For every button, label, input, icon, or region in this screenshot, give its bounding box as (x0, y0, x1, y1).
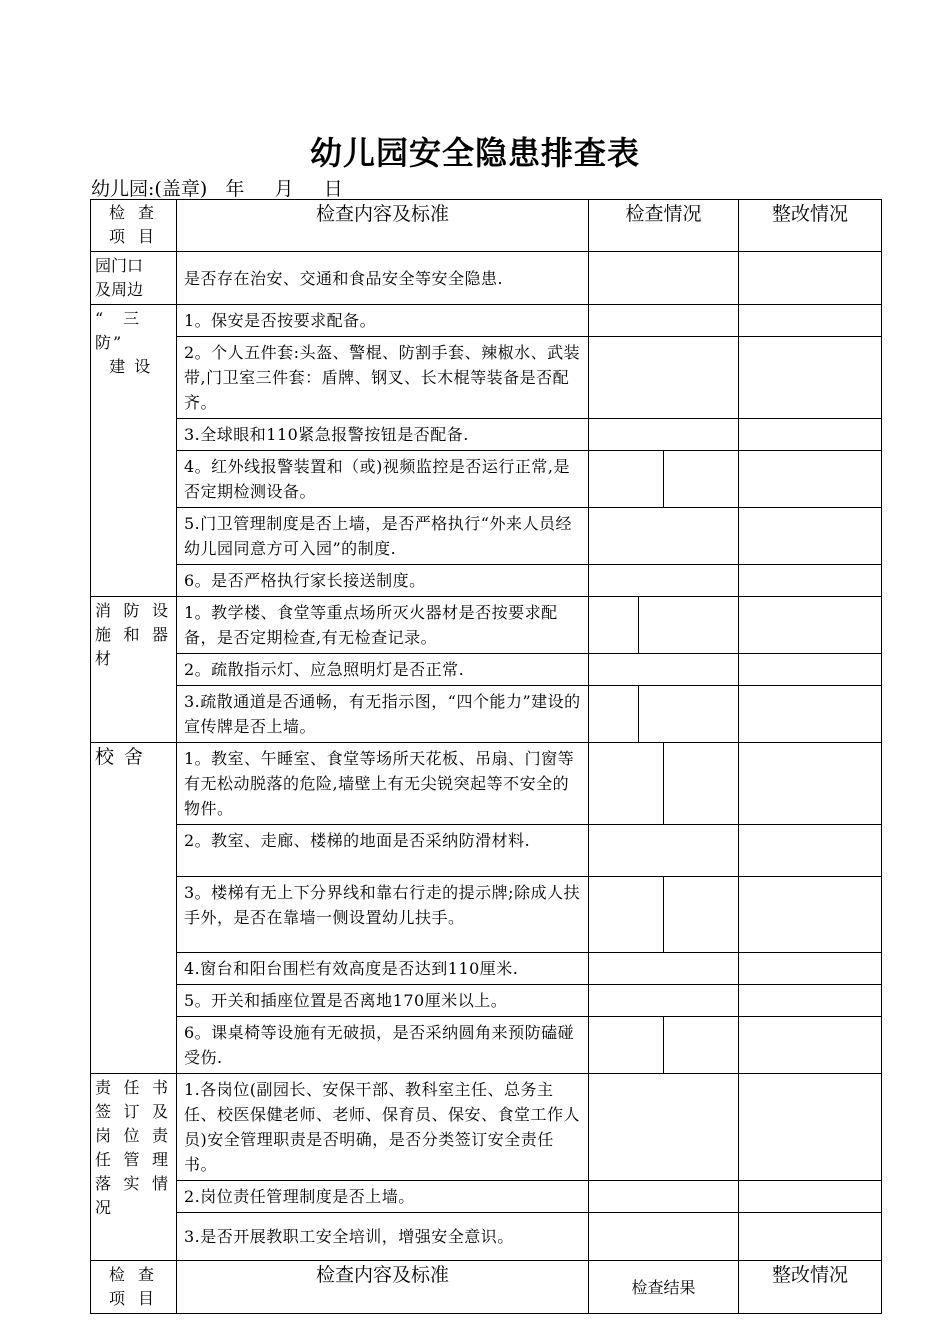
row-content: 4.窗台和阳台围栏有效高度是否达到110厘米. (177, 953, 589, 985)
fix-cell[interactable] (739, 1181, 882, 1213)
row-content: 5。开关和插座位置是否离地170厘米以上。 (177, 985, 589, 1017)
check-cell[interactable] (589, 743, 664, 825)
table-row (91, 1074, 882, 1181)
row-content: 2.岗位责任管理制度是否上墙。 (177, 1181, 589, 1213)
section-label: 园门口 及周边 (91, 252, 177, 305)
table-row (91, 337, 882, 419)
row-content: 2。教室、走廊、楼梯的地面是否采纳防滑材料. (177, 825, 589, 877)
row-content: 4。红外线报警装置和（或)视频监控是否运行正常,是否定期检测设备。 (177, 451, 589, 508)
row-content: 5.门卫管理制度是否上墙，是否严格执行“外来人员经幼儿园同意方可入园”的制度. (177, 508, 589, 565)
check-cell[interactable] (589, 565, 739, 597)
fix-cell[interactable] (739, 337, 882, 419)
check-cell[interactable] (664, 1017, 739, 1074)
fix-cell[interactable] (739, 508, 882, 565)
fix-cell[interactable] (739, 825, 882, 877)
fix-cell[interactable] (739, 1213, 882, 1261)
table-row (91, 654, 882, 686)
fix-cell[interactable] (739, 451, 882, 508)
check-cell[interactable] (589, 337, 739, 419)
inspection-table (90, 199, 882, 1314)
table-row (91, 1181, 882, 1213)
table-row (91, 597, 882, 654)
row-content: 3.全球眼和110紧急报警按钮是否配备. (177, 419, 589, 451)
row-content: 3.疏散通道是否通畅，有无指示图，“四个能力”建设的宣传牌是否上墙。 (177, 686, 589, 743)
row-content: 1.各岗位(副园长、安保干部、教科室主任、总务主任、校医保健老师、老师、保育员、保安、食堂工作人员)安全管理职责是否明确，是否分类签订安全责任书。 (177, 1074, 589, 1181)
row-content: 6。课桌椅等设施有无破损，是否采纳圆角来预防磕碰受伤. (177, 1017, 589, 1074)
fix-cell[interactable] (739, 597, 882, 654)
check-cell[interactable] (589, 1181, 739, 1213)
check-cell[interactable] (664, 877, 739, 953)
table-row (91, 877, 882, 953)
fix-cell[interactable] (739, 1074, 882, 1181)
check-cell[interactable] (589, 597, 639, 654)
table-header-row (91, 200, 882, 252)
header-item: 检 查 项 目 (91, 1261, 177, 1314)
check-cell[interactable] (639, 686, 739, 743)
row-content: 是否存在治安、交通和食品安全等安全隐患. (177, 252, 589, 305)
table-row (91, 953, 882, 985)
check-cell[interactable] (664, 451, 739, 508)
page-title: 幼儿园安全隐患排查表 (309, 134, 640, 172)
header-fix: 整改情况 (739, 1261, 882, 1314)
header-content: 检查内容及标准 (177, 1261, 589, 1314)
row-content: 3。楼梯有无上下分界线和靠右行走的提示牌;除成人扶手外，是否在靠墙一侧设置幼儿扶手。 (177, 877, 589, 953)
table-row (91, 743, 882, 825)
row-content: 1。教室、午睡室、食堂等场所天花板、吊扇、门窗等有无松动脱落的危险,墙壁上有无尖锐突起等不安全的物件。 (177, 743, 589, 825)
row-content: 3.是否开展教职工安全培训，增强安全意识。 (177, 1213, 589, 1261)
check-cell[interactable] (589, 686, 639, 743)
check-cell[interactable] (589, 877, 664, 953)
check-cell[interactable] (589, 1213, 739, 1261)
table-footer-header-row (91, 1261, 882, 1314)
table-row (91, 985, 882, 1017)
row-content: 2。个人五件套:头盔、警棍、防割手套、辣椒水、武装带,门卫室三件套：盾牌、钢叉、长木棍等装备是否配齐。 (177, 337, 589, 419)
section-label: “ 三 防” 建 设 (91, 305, 177, 597)
check-cell[interactable] (589, 985, 739, 1017)
header-check-result: 检查结果 (589, 1261, 739, 1314)
check-cell[interactable] (639, 597, 739, 654)
header-check: 检查情况 (589, 200, 739, 252)
table-row (91, 451, 882, 508)
header-item: 检 查 项 目 (91, 200, 177, 252)
fix-cell[interactable] (739, 953, 882, 985)
table-row (91, 508, 882, 565)
table-row (91, 565, 882, 597)
fix-cell[interactable] (739, 305, 882, 337)
section-label: 校 舍 (91, 743, 177, 1074)
table-row (91, 1017, 882, 1074)
fix-cell[interactable] (739, 419, 882, 451)
check-cell[interactable] (589, 451, 664, 508)
section-label: 责任书签订及岗位责任管理落实情况 (91, 1074, 177, 1261)
header-fix: 整改情况 (739, 200, 882, 252)
check-cell[interactable] (664, 743, 739, 825)
table-row (91, 825, 882, 877)
table-row (91, 419, 882, 451)
header-content: 检查内容及标准 (177, 200, 589, 252)
kindergarten-stamp-date-line: 幼儿园:(盖章) 年 月 日 (91, 178, 343, 200)
fix-cell[interactable] (739, 877, 882, 953)
row-content: 2。疏散指示灯、应急照明灯是否正常. (177, 654, 589, 686)
fix-cell[interactable] (739, 686, 882, 743)
fix-cell[interactable] (739, 252, 882, 305)
check-cell[interactable] (589, 1017, 664, 1074)
row-content: 1。保安是否按要求配备。 (177, 305, 589, 337)
table-row (91, 252, 882, 305)
fix-cell[interactable] (739, 565, 882, 597)
table-row (91, 305, 882, 337)
fix-cell[interactable] (739, 654, 882, 686)
fix-cell[interactable] (739, 985, 882, 1017)
section-label: 消防设施和器材 (91, 597, 177, 743)
row-content: 1。教学楼、食堂等重点场所灭火器材是否按要求配备，是否定期检查,有无检查记录。 (177, 597, 589, 654)
check-cell[interactable] (589, 508, 739, 565)
check-cell[interactable] (589, 953, 739, 985)
fix-cell[interactable] (739, 743, 882, 825)
check-cell[interactable] (589, 252, 739, 305)
row-content: 6。是否严格执行家长接送制度。 (177, 565, 589, 597)
fix-cell[interactable] (739, 1017, 882, 1074)
check-cell[interactable] (589, 419, 739, 451)
check-cell[interactable] (589, 825, 739, 877)
check-cell[interactable] (589, 654, 739, 686)
check-cell[interactable] (589, 1074, 739, 1181)
table-row (91, 1213, 882, 1261)
table-row (91, 686, 882, 743)
check-cell[interactable] (589, 305, 739, 337)
